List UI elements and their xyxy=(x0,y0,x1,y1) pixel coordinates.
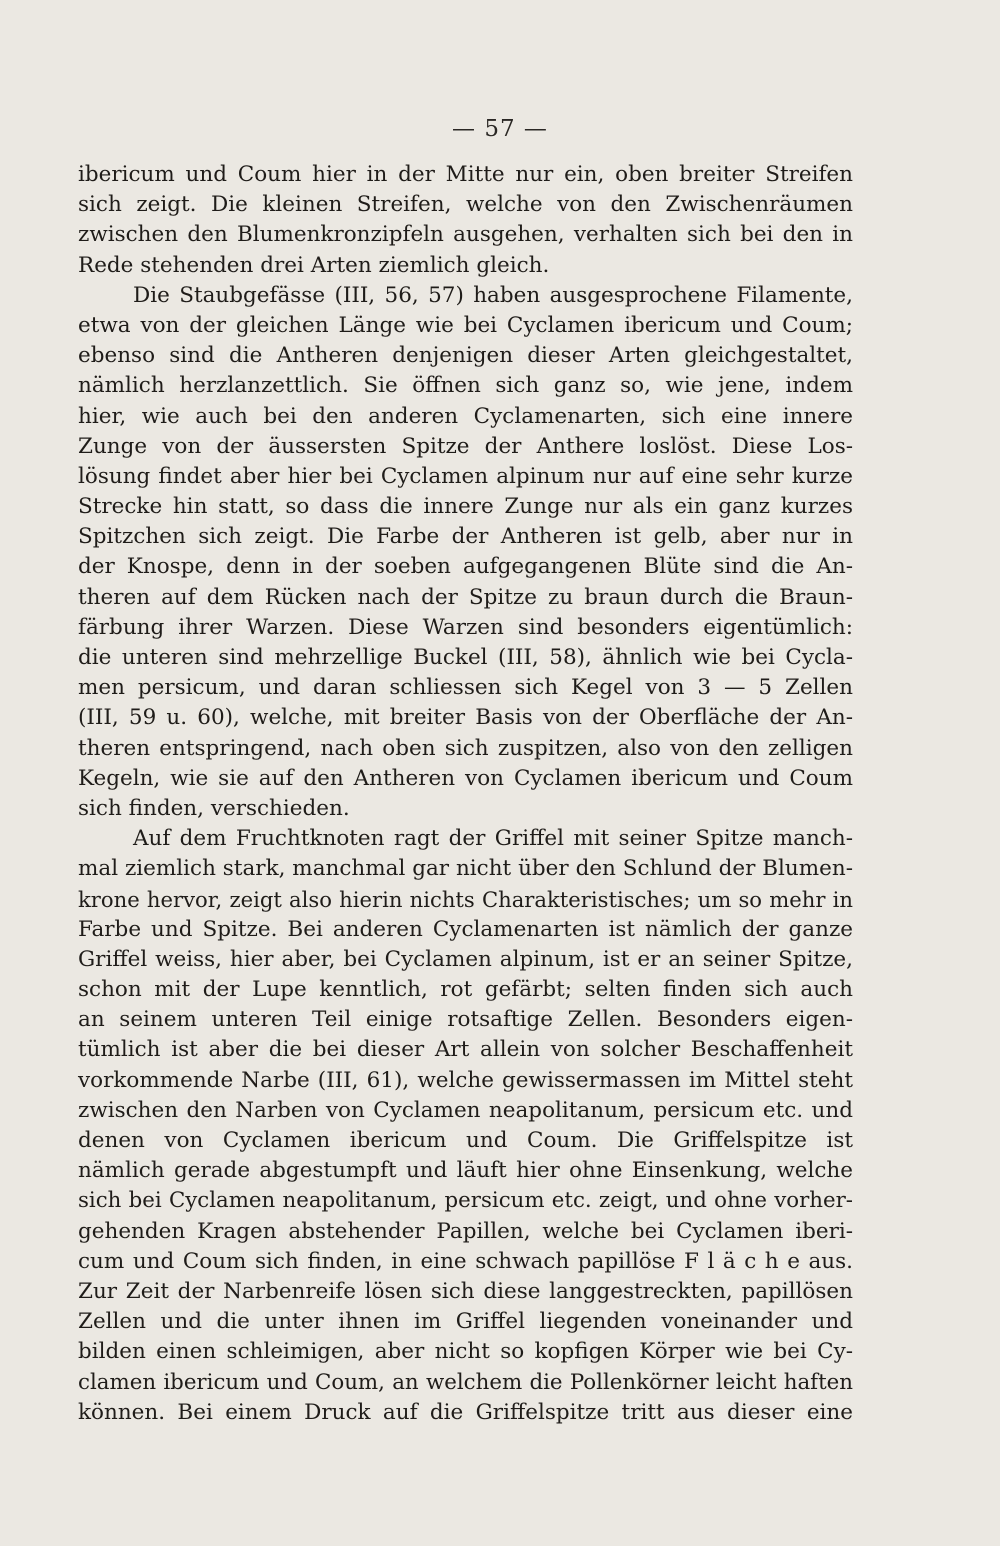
text-line: mal ziemlich stark, manchmal gar nicht über den Schlund der Blumen- xyxy=(78,856,853,882)
text-line: nämlich gerade abgestumpft und läuft hier ohne Einsenkung, welche xyxy=(78,1158,853,1184)
text-line: hier, wie auch bei den anderen Cyclamenarten, sich eine innere xyxy=(78,403,853,429)
text-line: der Knospe, denn in der soeben aufgegangenen Blüte sind die An- xyxy=(78,554,853,580)
text-line: cum und Coum sich finden, in eine schwach papillöse F l ä c h e aus. xyxy=(78,1248,853,1274)
page-number: — 57 — xyxy=(452,116,548,142)
text-line: theren auf dem Rücken nach der Spitze zu braun durch die Braun- xyxy=(78,584,853,610)
text-line: vorkommende Narbe (III, 61), welche gewissermassen im Mittel steht xyxy=(78,1067,853,1093)
text-line: die unteren sind mehrzellige Buckel (III, 58), ähnlich wie bei Cycla- xyxy=(78,645,853,670)
text-line: clamen ibericum und Coum, an welchem die Pollenkörner leicht haften xyxy=(78,1369,853,1395)
text-line: Zur Zeit der Narbenreife lösen sich diese langgestreckten, papillösen xyxy=(78,1278,853,1304)
text-line: denen von Cyclamen ibericum und Coum. Die Griffelspitze ist xyxy=(78,1128,853,1153)
text-line: Zunge von der äussersten Spitze der Anthere loslöst. Diese Los- xyxy=(78,433,853,459)
text-line: können. Bei einem Druck auf die Griffelspitze tritt aus dieser eine xyxy=(78,1399,853,1425)
text-line: sich finden, verschieden. xyxy=(78,795,350,821)
text-line: zwischen den Narben von Cyclamen neapolitanum, persicum etc. und xyxy=(78,1097,853,1123)
text-line: etwa von der gleichen Länge wie bei Cyclamen ibericum und Coum; xyxy=(78,312,853,338)
text-line: men persicum, und daran schliessen sich Kegel von 3 — 5 Zellen xyxy=(78,675,853,701)
text-line: ibericum und Coum hier in der Mitte nur ein, oben breiter Streifen xyxy=(78,162,853,187)
text-line: Strecke hin statt, so dass die innere Zunge nur als ein ganz kurzes xyxy=(78,494,853,520)
text-line: krone hervor, zeigt also hierin nichts Charakteristisches; um so mehr in xyxy=(78,886,853,912)
text-line: Auf dem Fruchtknoten ragt der Griffel mit seiner Spitze manch- xyxy=(133,826,853,852)
text-line: nämlich herzlanzettlich. Sie öffnen sich ganz so, wie jene, indem xyxy=(78,373,853,399)
text-line: Farbe und Spitze. Bei anderen Cyclamenarten ist nämlich der ganze xyxy=(78,916,853,942)
text-line: färbung ihrer Warzen. Diese Warzen sind besonders eigentümlich: xyxy=(78,614,853,640)
body-text xyxy=(78,160,853,1428)
text-line: an seinem unteren Teil einige rotsaftige Zellen. Besonders eigen- xyxy=(78,1007,853,1033)
text-line: zwischen den Blumenkronzipfeln ausgehen, verhalten sich bei den in xyxy=(78,222,853,248)
text-line: sich bei Cyclamen neapolitanum, persicum etc. zeigt, und ohne vorher- xyxy=(78,1188,853,1214)
text-line: Kegeln, wie sie auf den Antheren von Cyclamen ibericum und Coum xyxy=(78,765,853,791)
text-line: sich zeigt. Die kleinen Streifen, welche von den Zwischenräumen xyxy=(78,192,853,218)
text-line: tümlich ist aber die bei dieser Art allein von solcher Beschaffenheit xyxy=(78,1037,853,1063)
text-line: theren entspringend, nach oben sich zuspitzen, also von den zelligen xyxy=(78,735,853,761)
text-line: Zellen und die unter ihnen im Griffel liegenden voneinander und xyxy=(78,1309,853,1335)
text-line: (III, 59 u. 60), welche, mit breiter Basis von der Oberfläche der An- xyxy=(78,705,853,731)
text-line: gehenden Kragen abstehender Papillen, welche bei Cyclamen iberi- xyxy=(78,1218,853,1244)
text-line: lösung findet aber hier bei Cyclamen alpinum nur auf eine sehr kurze xyxy=(78,463,853,489)
text-line: Die Staubgefässe (III, 56, 57) haben ausgesprochene Filamente, xyxy=(133,282,853,308)
text-line: Griffel weiss, hier aber, bei Cyclamen alpinum, ist er an seiner Spitze, xyxy=(78,946,853,972)
text-line: ebenso sind die Antheren denjenigen dieser Arten gleichgestaltet, xyxy=(78,343,853,369)
text-line: Rede stehenden drei Arten ziemlich gleich. xyxy=(78,252,550,278)
text-line: Spitzchen sich zeigt. Die Farbe der Antheren ist gelb, aber nur in xyxy=(78,524,853,550)
text-line: bilden einen schleimigen, aber nicht so kopfigen Körper wie bei Cy- xyxy=(78,1339,853,1365)
text-line: schon mit der Lupe kenntlich, rot gefärbt; selten finden sich auch xyxy=(78,977,853,1003)
